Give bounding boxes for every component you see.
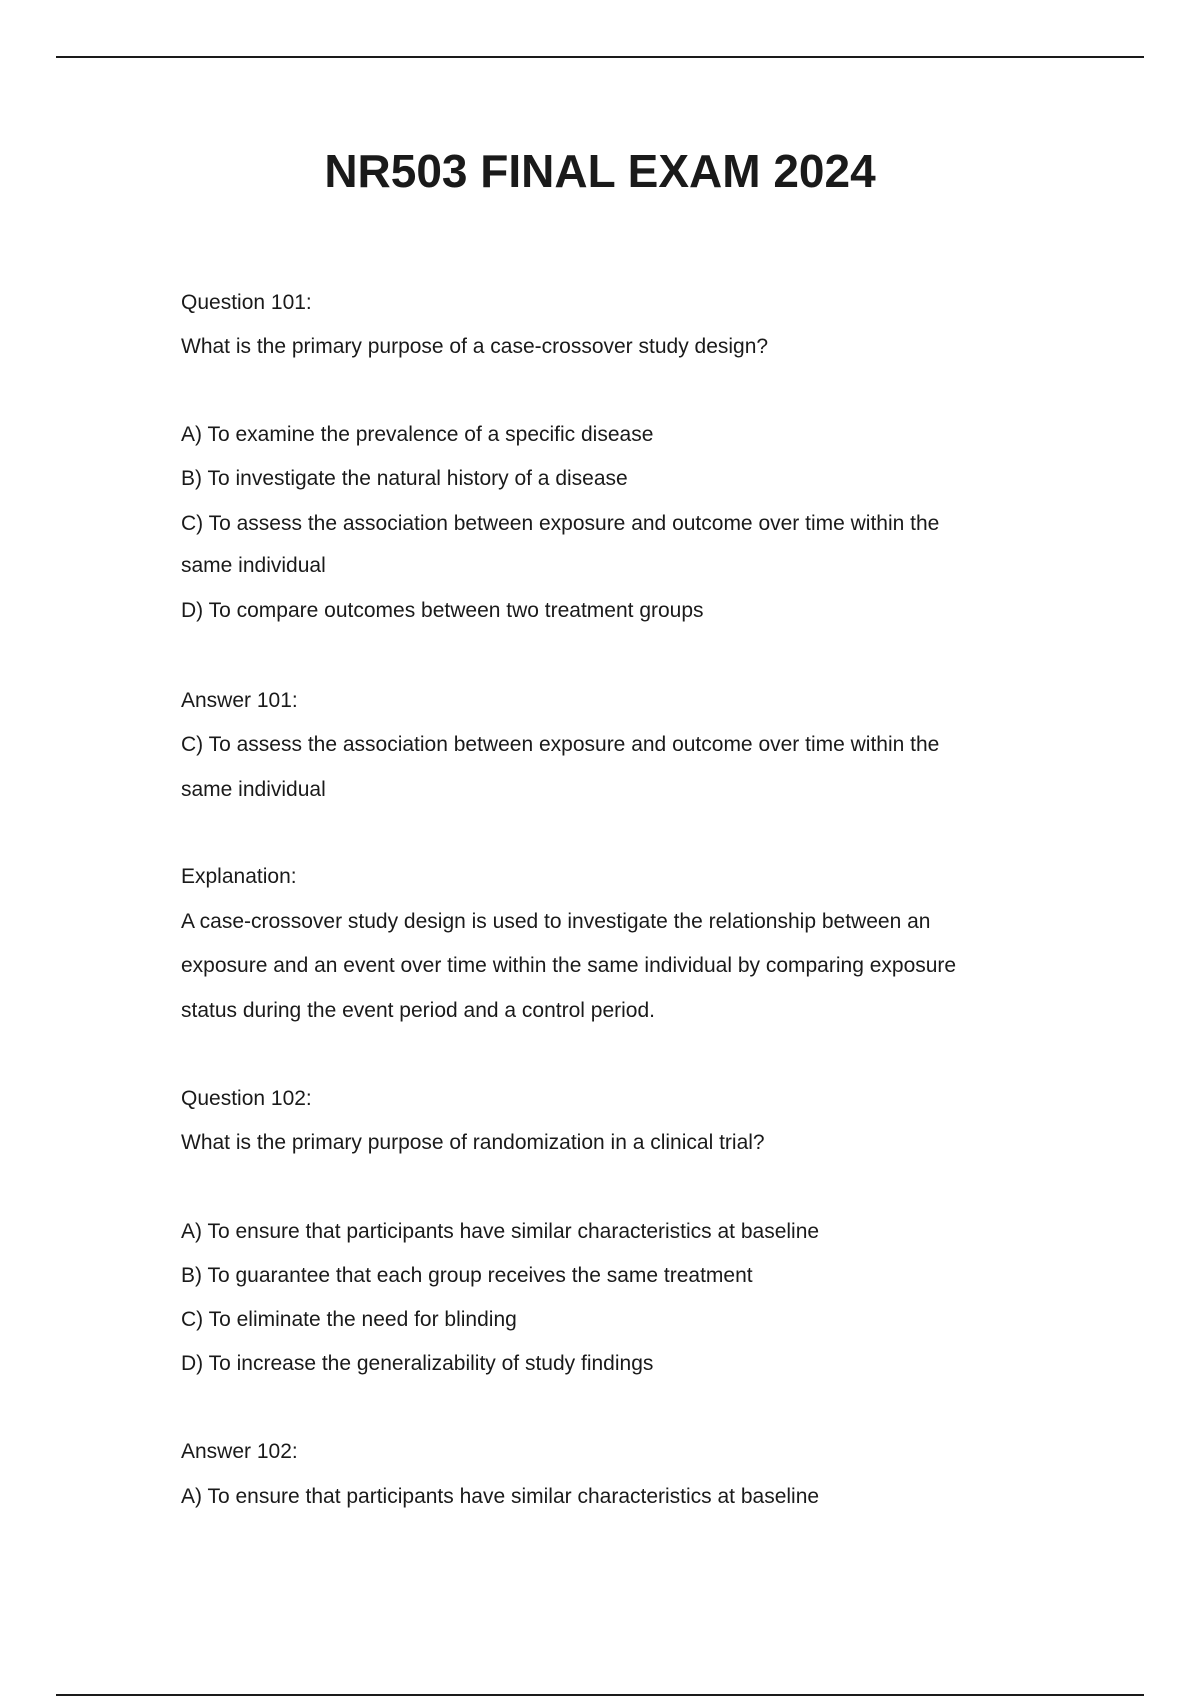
question-102-text: What is the primary purpose of randomization in a clinical trial? [181, 1131, 765, 1154]
question-102-option-c: C) To eliminate the need for blinding [181, 1308, 517, 1331]
question-102-option-b: B) To guarantee that each group receives the same treatment [181, 1264, 753, 1287]
explanation-101-line-3: status during the event period and a control period. [181, 999, 655, 1022]
answer-101-label: Answer 101: [181, 689, 298, 712]
question-101-option-a: A) To examine the prevalence of a specific disease [181, 423, 654, 446]
question-102-option-a: A) To ensure that participants have similar characteristics at baseline [181, 1220, 820, 1243]
footer-rule [56, 1694, 1144, 1696]
answer-101-line-2: same individual [181, 778, 326, 801]
explanation-101-line-1: A case-crossover study design is used to investigate the relationship between an [181, 910, 931, 933]
explanation-101-line-2: exposure and an event over time within the same individual by comparing exposure [181, 954, 957, 977]
explanation-101-label: Explanation: [181, 865, 297, 888]
answer-101-line-1: C) To assess the association between exposure and outcome over time within the [181, 733, 940, 756]
question-101-text: What is the primary purpose of a case-crossover study design? [181, 335, 769, 358]
question-102-option-d: D) To increase the generalizability of study findings [181, 1352, 654, 1375]
document-title: NR503 FINAL EXAM 2024 [324, 145, 876, 197]
answer-102-line-1: A) To ensure that participants have similar characteristics at baseline [181, 1485, 820, 1508]
question-101-option-b: B) To investigate the natural history of a disease [181, 467, 628, 490]
question-102-label: Question 102: [181, 1087, 312, 1110]
question-101-label: Question 101: [181, 291, 312, 314]
header-rule [56, 56, 1144, 58]
question-101-option-d: D) To compare outcomes between two treatment groups [181, 599, 704, 622]
question-101-option-c: C) To assess the association between exposure and outcome over time within the [181, 512, 940, 535]
question-101-option-c-cont: same individual [181, 554, 326, 577]
answer-102-label: Answer 102: [181, 1440, 298, 1463]
